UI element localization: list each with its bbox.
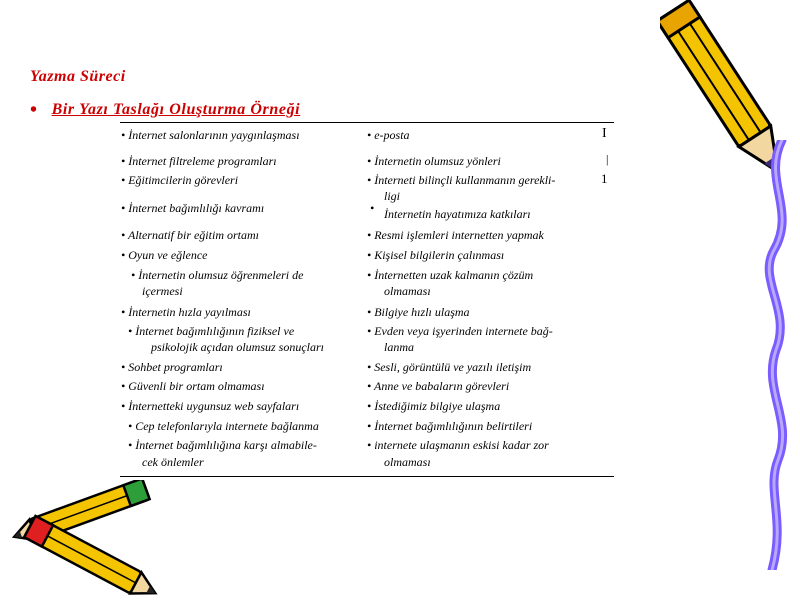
left-item: • İnternet salonlarının yaygınlaşması [121, 128, 300, 142]
right-item: • İnternet bağımlılığının belirtileri [367, 419, 533, 433]
right-item: • internete ulaşmanın eskisi kadar zor [367, 438, 549, 452]
right-item-cont: olmaması [384, 284, 431, 298]
left-item: • İnternet filtreleme programları [121, 154, 277, 168]
edge-mark: 1 [601, 171, 608, 186]
outline-table [120, 122, 614, 477]
right-item-cont: ligi [384, 189, 401, 203]
right-item-cont: İnternetin hayatımıza katkıları [384, 207, 531, 221]
right-item: • Sesli, görüntülü ve yazılı iletişim [367, 360, 532, 374]
left-item-cont: cek önlemler [142, 455, 204, 469]
right-item: • İstediğimiz bilgiye ulaşma [367, 399, 501, 413]
right-item: • Resmi işlemleri internetten yapmak [367, 228, 544, 242]
edge-mark: I [602, 126, 607, 141]
left-item-cont: içermesi [142, 284, 183, 298]
left-item: • İnternet bağımlılığına karşı almabile- [128, 438, 317, 452]
right-item: • Bilgiye hızlı ulaşma [367, 305, 470, 319]
purple-ribbon-icon [752, 140, 800, 570]
right-item-cont: olmaması [384, 455, 431, 469]
left-item: • İnternetteki uygunsuz web sayfaları [121, 399, 300, 413]
right-item: • Anne ve babaların görevleri [367, 379, 510, 393]
left-item: • Eğitimcilerin görevleri [121, 173, 239, 187]
left-item: • İnternet bağımlılığının fiziksel ve [128, 324, 295, 338]
subtitle-text: Bir Yazı Taslağı Oluşturma Örneği [51, 101, 301, 118]
left-item: • İnternet bağımlılığı kavramı [121, 201, 265, 215]
slide-subtitle [30, 97, 300, 120]
left-item: • Alternatif bir eğitim ortamı [121, 228, 259, 242]
subtitle-bullet: • [30, 99, 38, 121]
left-item: • Oyun ve eğlence [121, 248, 208, 262]
left-item: • Cep telefonlarıyla internete bağlanma [128, 419, 319, 433]
right-item: • İnternetten uzak kalmanın çözüm [367, 268, 534, 282]
right-item: • e-posta [367, 128, 410, 142]
left-item: • İnternetin olumsuz öğrenmeleri de [131, 268, 304, 282]
left-item: • İnternetin hızla yayılması [121, 305, 251, 319]
right-bullet: • [370, 201, 375, 215]
left-item-cont: psikolojik açıdan olumsuz sonuçları [151, 340, 324, 354]
pencils-bottom-left-icon [0, 480, 180, 600]
edge-mark: | [606, 152, 609, 166]
left-item: • Güvenli bir ortam olmaması [121, 379, 265, 393]
right-item: • İnternetin olumsuz yönleri [367, 154, 501, 168]
slide-title: Yazma Süreci [30, 68, 126, 85]
right-item-cont: lanma [384, 340, 414, 354]
right-item: • Kişisel bilgilerin çalınması [367, 248, 505, 262]
left-item: • Sohbet programları [121, 360, 223, 374]
right-item: • İnterneti bilinçli kullanmanın gerekli- [367, 173, 556, 187]
right-item: • Evden veya işyerinden internete bağ- [367, 324, 553, 338]
